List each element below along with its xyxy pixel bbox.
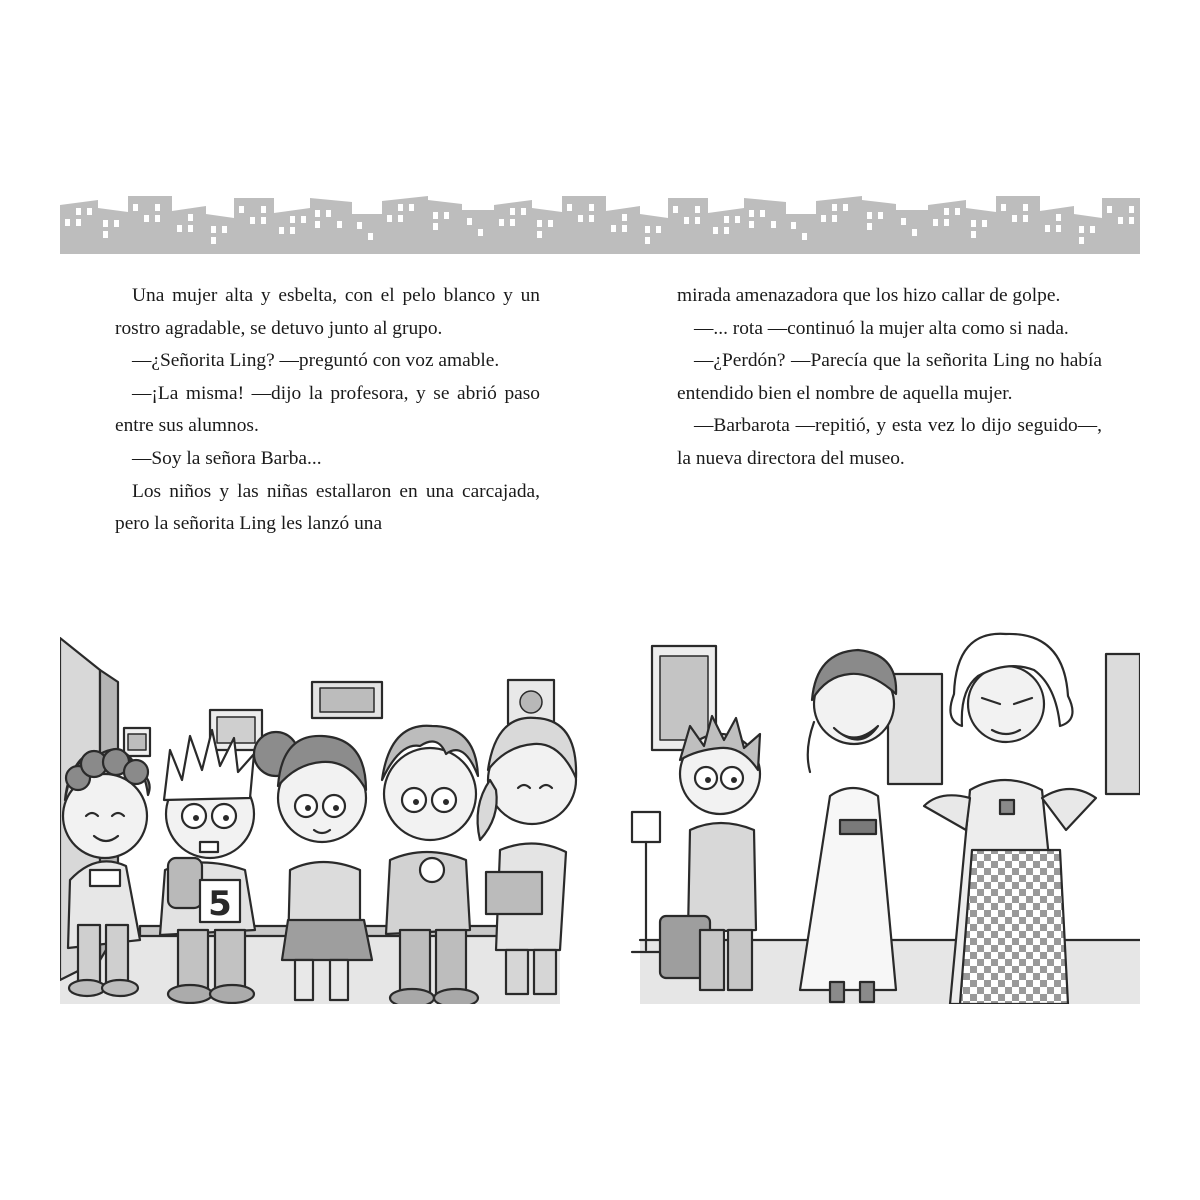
left-page-text [115,280,540,541]
museum-illustration [60,630,1140,1004]
paragraph: —¿Perdón? —Parecía que la señorita Ling no había entendido bien el nombre de aquella mujer. [677,350,1102,404]
paragraph: —Soy la señora Barba... [132,447,322,469]
paragraph: mirada amenazadora que los hizo callar de golpe. [677,285,1061,306]
left-scene [60,630,576,1004]
skyline-banner [60,196,1140,254]
wall-frame [1106,654,1140,794]
shirt-number: 5 [208,884,232,924]
paragraph: —¿Señorita Ling? —preguntó con voz amable. [132,350,500,372]
right-scene [632,630,1140,1004]
right-page-text [677,280,1102,476]
paragraph: Una mujer alta y esbelta, con el pelo blanco y un rostro agradable, se detuvo junto al grupo. [115,285,540,339]
book-spread [60,196,1140,1004]
paragraph: —Barbarota —repitió, y esta vez lo dijo seguido—, la nueva directora del museo. [677,415,1102,469]
paragraph: Los niños y las niñas estallaron en una carcajada, pero la señorita Ling les lanzó una [115,480,540,535]
paragraph: —¡La misma! —dijo la profesora, y se abrió paso entre sus alumnos. [115,382,540,437]
sign-post [632,812,660,842]
paragraph: —... rota —continuó la mujer alta como si nada. [694,317,1069,339]
